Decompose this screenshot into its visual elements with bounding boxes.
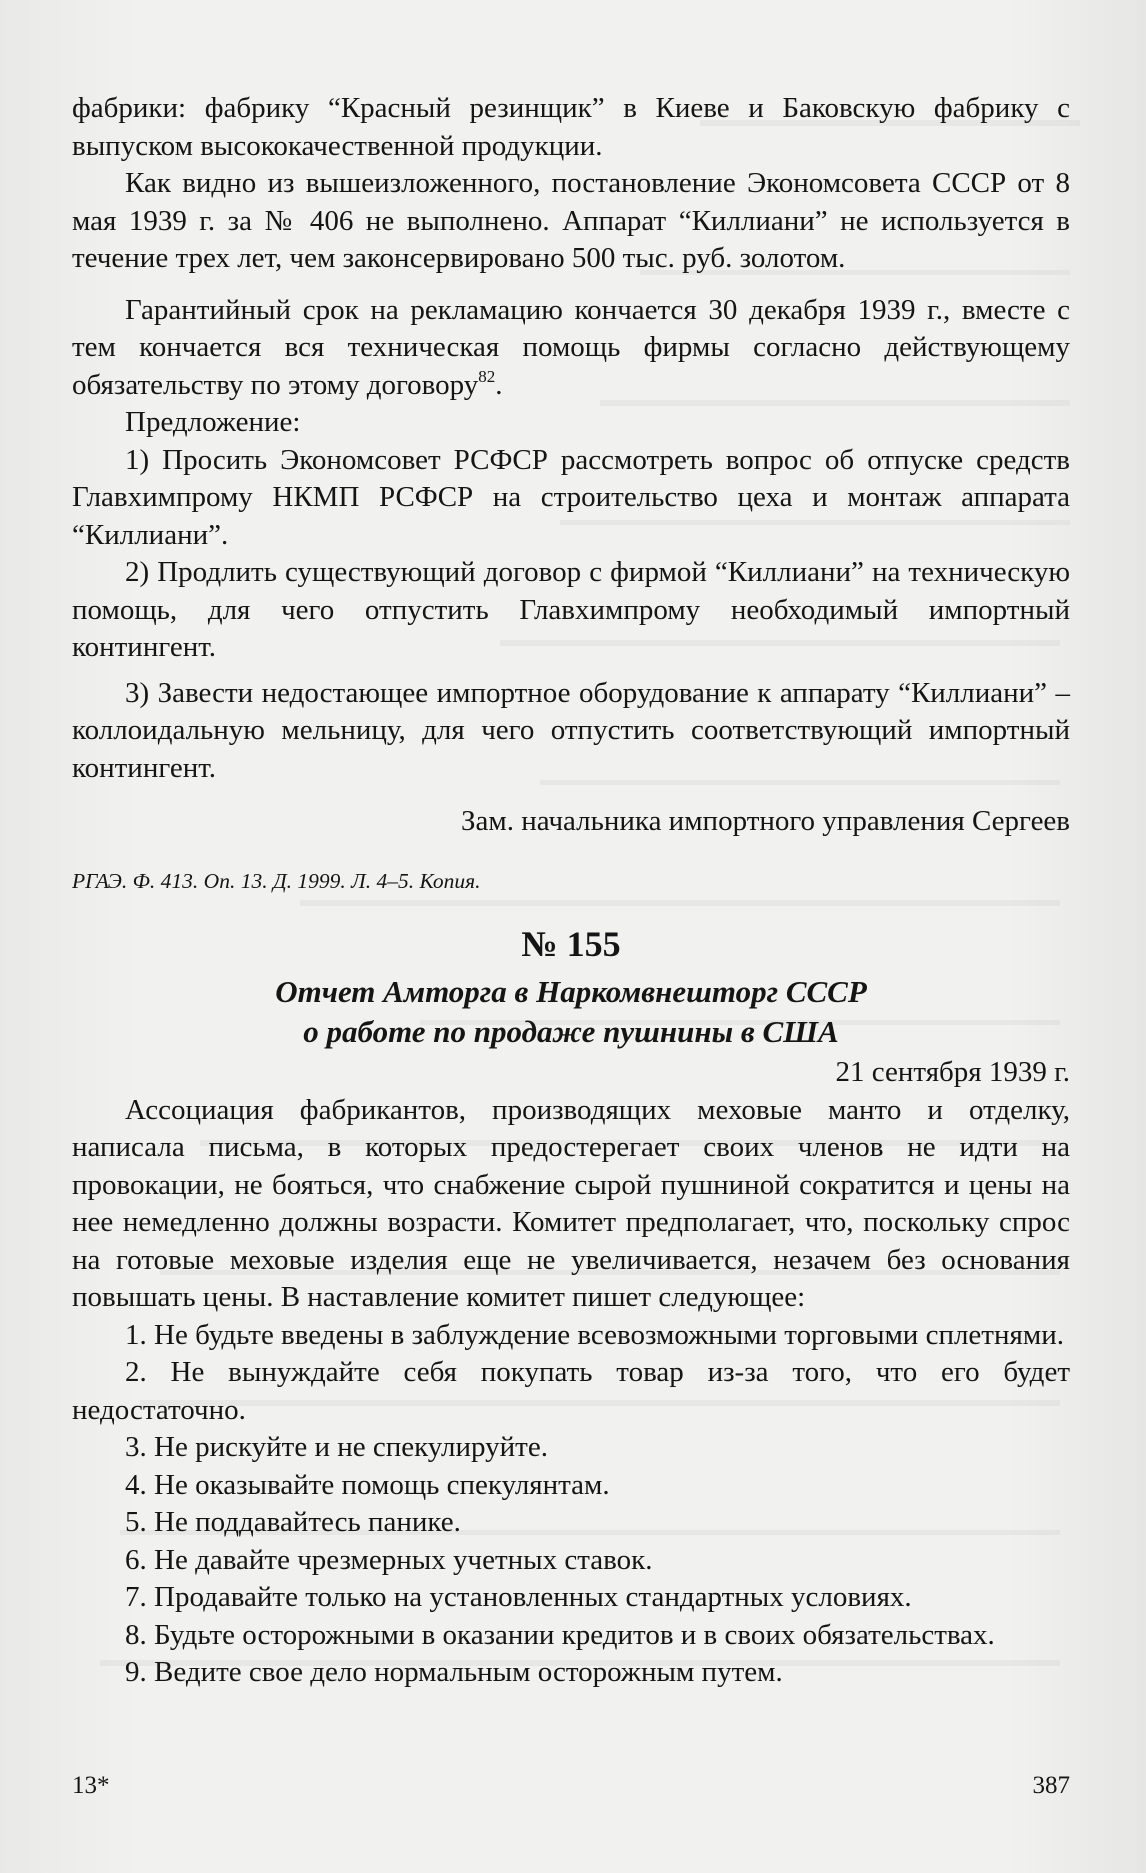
list-item: 1. Не будьте введены в заблуждение всевозможными торговыми сплетнями. — [125, 1318, 1064, 1351]
list-item: 7. Продавайте только на установленных стандартных условиях. — [125, 1581, 912, 1613]
proposal-heading: Предложение: — [125, 406, 301, 438]
list-item: 3. Не рискуйте и не спекулируйте. — [125, 1431, 548, 1463]
list-item: 6. Не давайте чрезмерных учетных ставок. — [125, 1543, 653, 1576]
document-intro: Ассоциация фабрикантов, производящих меховые манто и отделку, написала письма, в которых предостерегает своих членов не идти на провокации, не бояться, что снабжение сырой пушниной сократится и цены на нее немедленно должны возрасти. Комитет предполагает, что, поскольку спрос на готовые меховые изделия еще не увеличивается, незачем без основания повышать цены. В наставление комитет пишет следующее: — [72, 1093, 1070, 1313]
document-number: № 155 — [521, 924, 621, 964]
list-item: 8. Будьте осторожными в оказании кредитов и в своих обязательствах. — [125, 1618, 995, 1651]
paragraph-warranty-text: Гарантийный срок на рекламацию кончается 30 декабря 1939 г., вместе с тем кончается вся техническая помощь фирмы согласно действующему обязательству по этому договору — [72, 293, 1070, 401]
proposal-item-1: 1) Просить Экономсовет РСФСР рассмотреть вопрос об отпуске средств Главхимпрому НКМП РСФСР на строительство цеха и монтаж аппарата “Киллиани”. — [72, 443, 1070, 551]
list-item: 9. Ведите свое дело нормальным осторожным путем. — [125, 1656, 783, 1688]
signature-mark: 13* — [72, 1772, 110, 1799]
document-title — [72, 972, 1070, 1052]
paragraph-warranty — [72, 292, 1070, 405]
document-title-line-2: о работе по продаже пушнины в США — [303, 1014, 839, 1049]
page-text — [72, 90, 1070, 1692]
proposal-item-3: 3) Завести недостающее импортное оборудование к аппарату “Киллиани” – коллоидальную мельницу, для чего отпустить соответствующий импортный контингент. — [72, 676, 1070, 784]
list-item: 5. Не поддавайтесь панике. — [125, 1506, 461, 1538]
proposal-item-2: 2) Продлить существующий договор с фирмой “Киллиани” на техническую помощь, для чего отпустить Главхимпрому необходимый импортный контингент. — [72, 556, 1070, 663]
signature: Зам. начальника импортного управления Сергеев — [460, 805, 1070, 837]
list-item: 2. Не вынуждайте себя покупать товар из-за того, что его будет недостаточно. — [72, 1356, 1070, 1426]
archive-reference: РГАЭ. Ф. 413. Оп. 13. Д. 1999. Л. 4–5. Копия. — [72, 868, 481, 893]
paragraph-continuation: фабрики: фабрику “Красный резинщик” в Киеве и Баковскую фабрику с выпуском высококачественной продукции. — [72, 92, 1070, 162]
footnote-marker: 82 — [478, 366, 496, 386]
paragraph-execution: Как видно из вышеизложенного, постановление Экономсовета СССР от 8 мая 1939 г. за № 406 не выполнено. Аппарат “Киллиани” не используется в течение трех лет, чем законсервировано 500 тыс. руб. золотом. — [72, 167, 1070, 274]
document-title-line-1: Отчет Амторга в Наркомвнешторг СССР — [275, 974, 867, 1009]
page-number: 387 — [1032, 1772, 1070, 1799]
list-item: 4. Не оказывайте помощь спекулянтам. — [125, 1468, 610, 1501]
paragraph-warranty-end: . — [495, 368, 503, 401]
document-date: 21 сентября 1939 г. — [835, 1056, 1070, 1088]
